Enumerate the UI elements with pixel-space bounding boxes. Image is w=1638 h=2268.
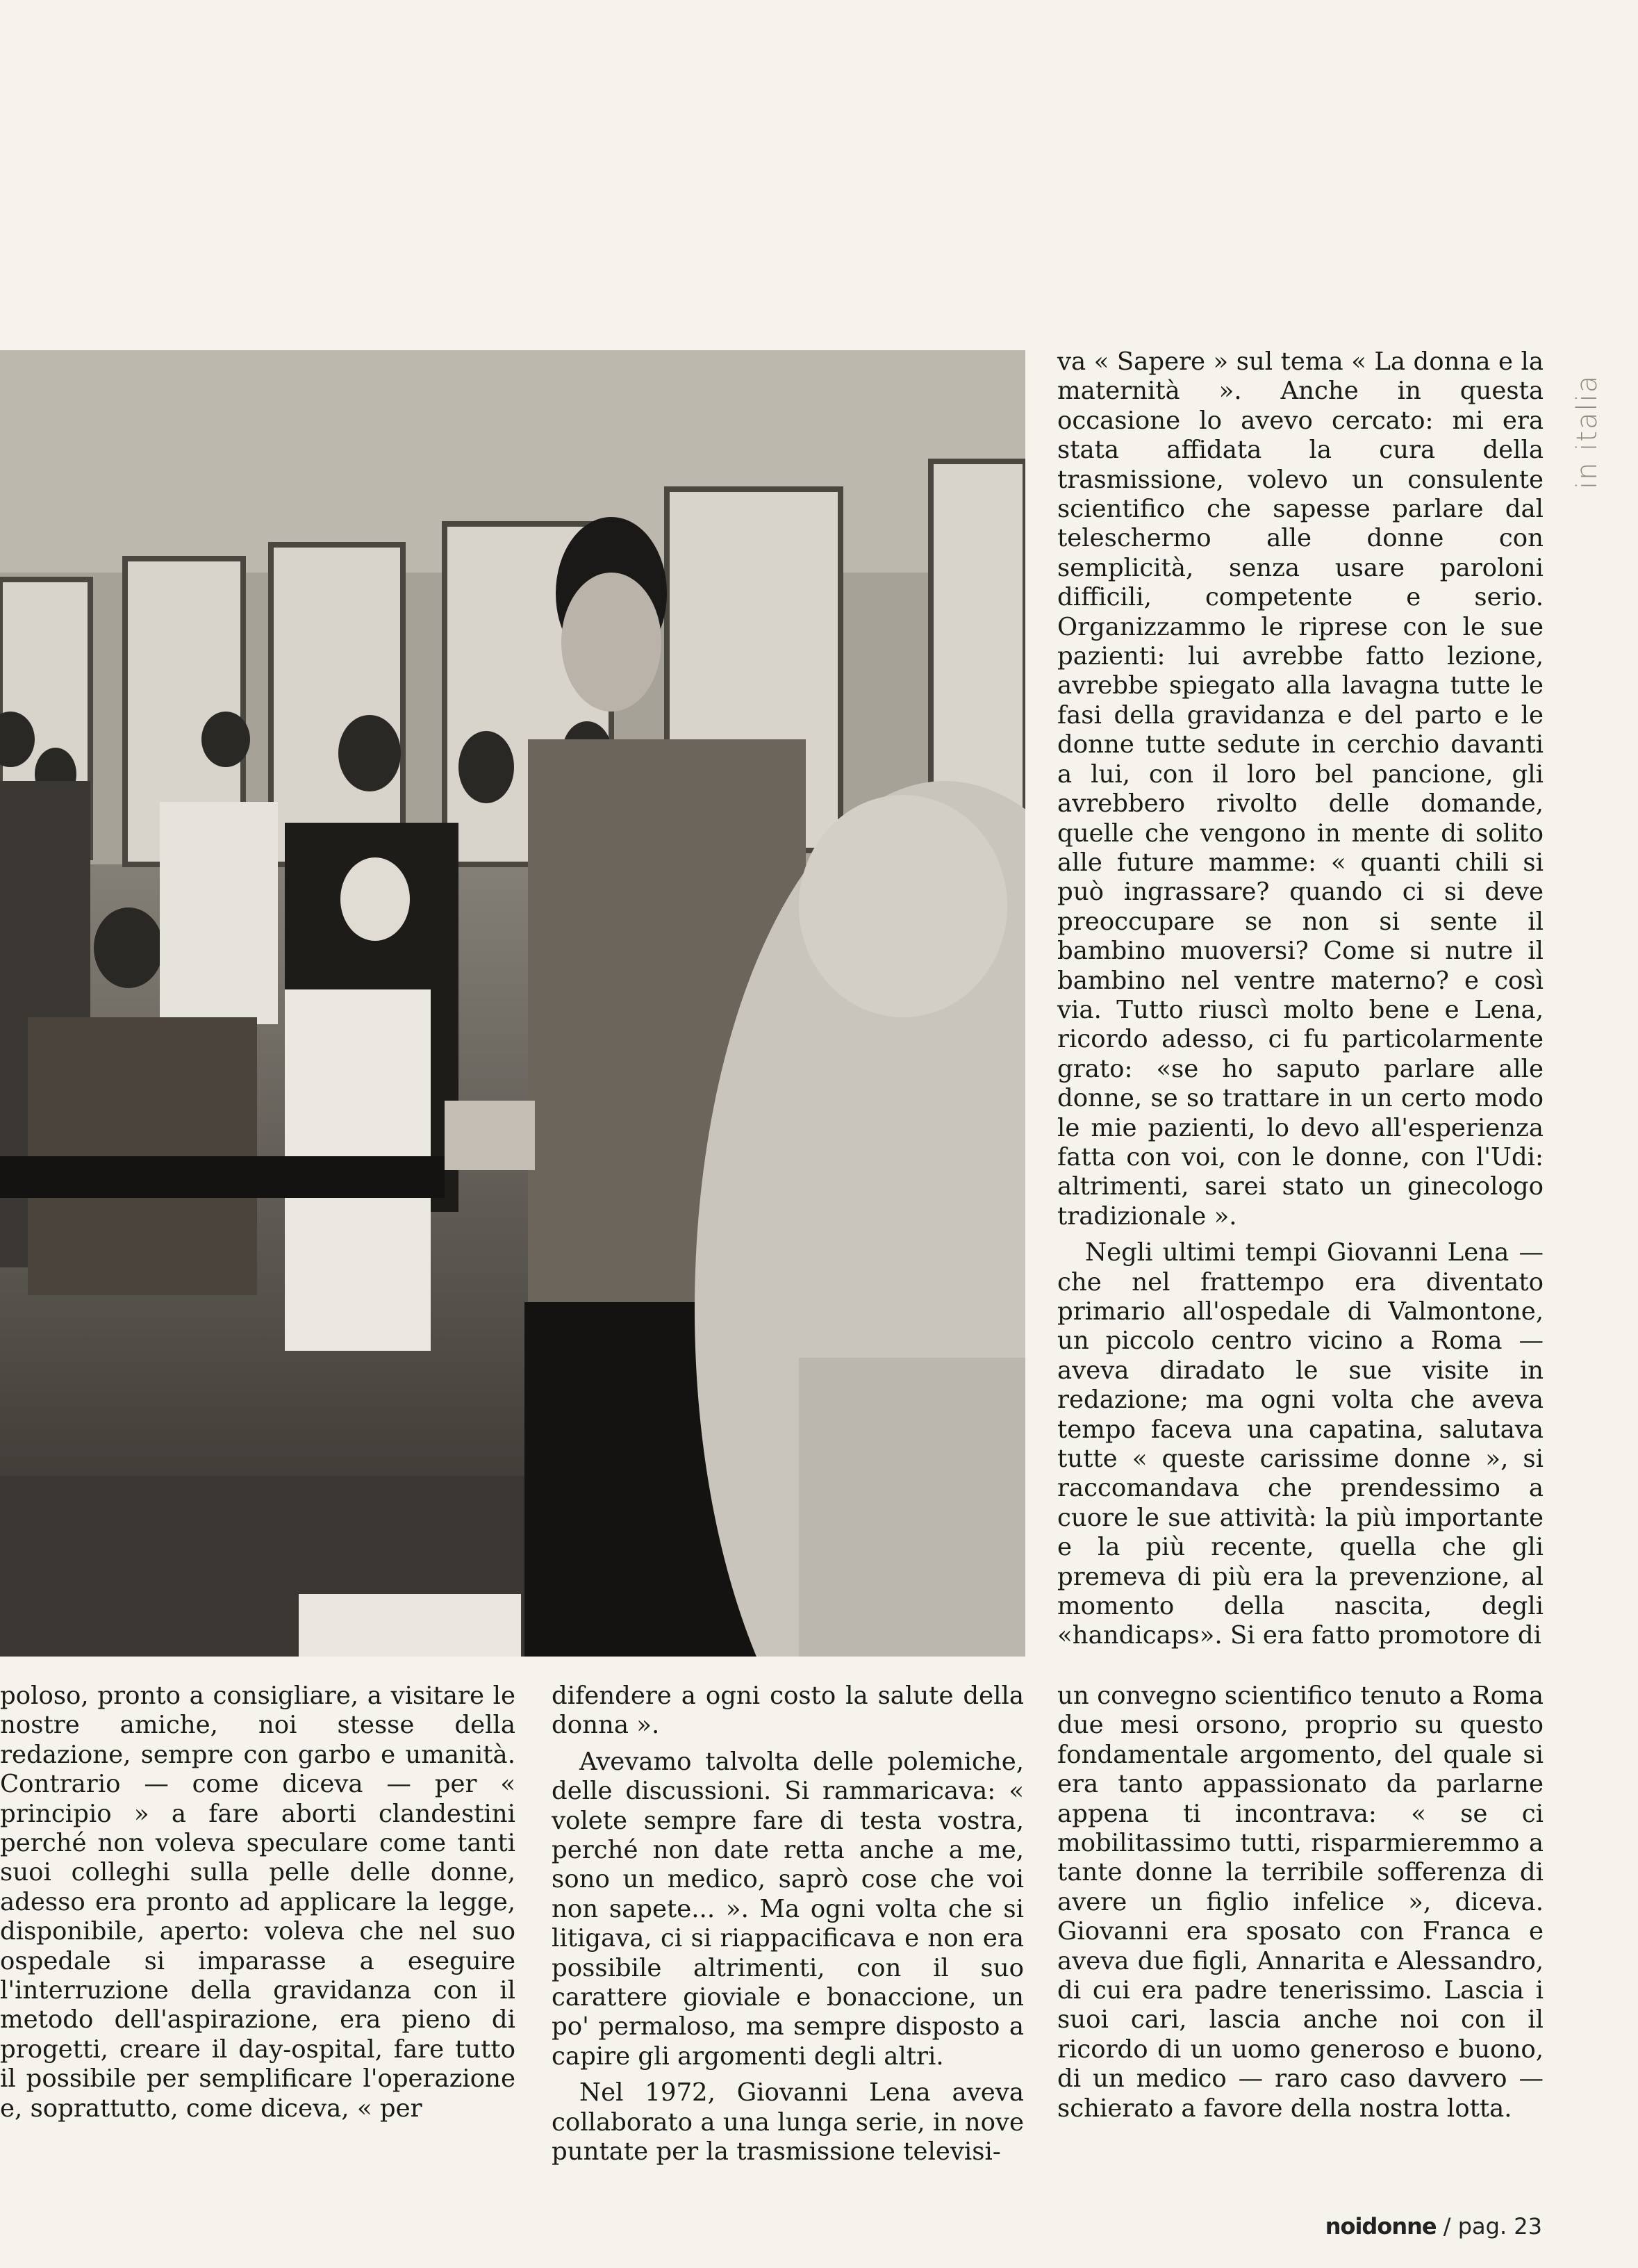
magazine-name: noidonne (1325, 2213, 1437, 2240)
classroom-photo (0, 350, 1025, 1657)
paragraph: difendere a ogni costo la salute della donna ». (552, 1682, 1024, 1740)
page-footer (1320, 2213, 1542, 2241)
article-column-left (0, 1682, 515, 2123)
paragraph: va « Sapere » sul tema « La donna e la maternità ». Anche in questa occasione lo avevo cercato: mi era stata affidata la cura della trasmissione, volevo un consulente scientifico che sapesse parlare dal teleschermo alle donne con semplicità, senza usare paroloni difficili, competente e serio. Organizzammo le riprese con le sue pazienti: lui avrebbe fatto lezione, avrebbe spiegato alla lavagna tutte le fasi della gravidanza e del parto e le donne tutte sedute in cerchio davanti a lui, con il loro bel pancione, gli avrebbero rivolto delle domande, quelle che vengono in mente di solito alle future mamme: « quanti chili si può ingrassare? quando ci si deve preoccupare se non si sente il bambino muoversi? Come si nutre il bambino nel ventre materno? e così via. Tutto riuscì molto bene e Lena, ricordo adesso, ci fu particolarmente grato: «se ho saputo parlare alle donne, se so trattare in un certo modo le mie pazienti, lo devo all'esperienza fatta con voi, con le donne, con l'Udi: altrimenti, sarei stato un ginecologo tradizionale ». (1057, 347, 1544, 1231)
paragraph: Negli ultimi tempi Giovanni Lena — che nel frattempo era diventato primario all'ospedale di Valmontone, un piccolo centro vicino a Roma — aveva diradato le sue visite in redazione; ma ogni volta che aveva tempo faceva una capatina, salutava tutte « queste carissime donne », si raccomandava che prendessimo a cuore le sue attività: la più importante e la più recente, quella che gli premeva di più era la prevenzione, al momento della nascita, degli «handicaps». Si era fatto promotore di (1057, 1238, 1544, 1650)
article-column-right-bottom (1057, 1682, 1544, 2123)
paragraph: poloso, pronto a consigliare, a visitare le nostre amiche, noi stesse della redazione, sempre con garbo e umanità. Contrario — come diceva — per « principio » a fare aborti clandestini perché non voleva speculare come tanti suoi colleghi sulla pelle delle donne, adesso era pronto ad applicare la legge, disponibile, aperto: voleva che nel suo ospedale si imparasse a eseguire l'interruzione della gravidanza con il metodo dell'aspirazione, era pieno di progetti, creare il day-ospital, fare tutto il possibile per semplificare l'operazione e, soprattutto, come diceva, « per (0, 1682, 515, 2123)
page-number: pag. 23 (1457, 2213, 1542, 2240)
section-label: in italia (1571, 374, 1603, 489)
paragraph: Avevamo talvolta delle polemiche, delle discussioni. Si rammaricava: « volete sempre fare di testa vostra, perché non date retta anche a me, sono un medico, saprò cose che voi non sapete... ». Ma ogni volta che si litigava, ci si riappacificava e non era possibile altrimenti, con il suo carattere gioviale e bonaccione, un po' permaloso, ma sempre disposto a capire gli argomenti degli altri. (552, 1747, 1024, 2071)
paragraph: un convegno scientifico tenuto a Roma due mesi orsono, proprio su questo fondamentale argomento, del quale si era tanto appassionato da parlarne appena ti incontrava: « se ci mobilitassimo tutti, risparmieremmo a tante donne la terribile sofferenza di avere un figlio infelice », diceva. Giovanni era sposato con Franca e aveva due figli, Annarita e Alessandro, di cui era padre tenerissimo. Lascia i suoi cari, lascia anche noi con il ricordo di un uomo generoso e buono, di un medico — raro caso davvero — schierato a favore della nostra lotta. (1057, 1682, 1544, 2123)
footer-separator: / (1443, 2213, 1451, 2240)
paragraph: Nel 1972, Giovanni Lena aveva collaborato a una lunga serie, in nove puntate per la trasmissione televisi- (552, 2078, 1024, 2167)
article-column-middle (552, 1682, 1024, 2167)
article-column-right-top (1057, 347, 1544, 1651)
